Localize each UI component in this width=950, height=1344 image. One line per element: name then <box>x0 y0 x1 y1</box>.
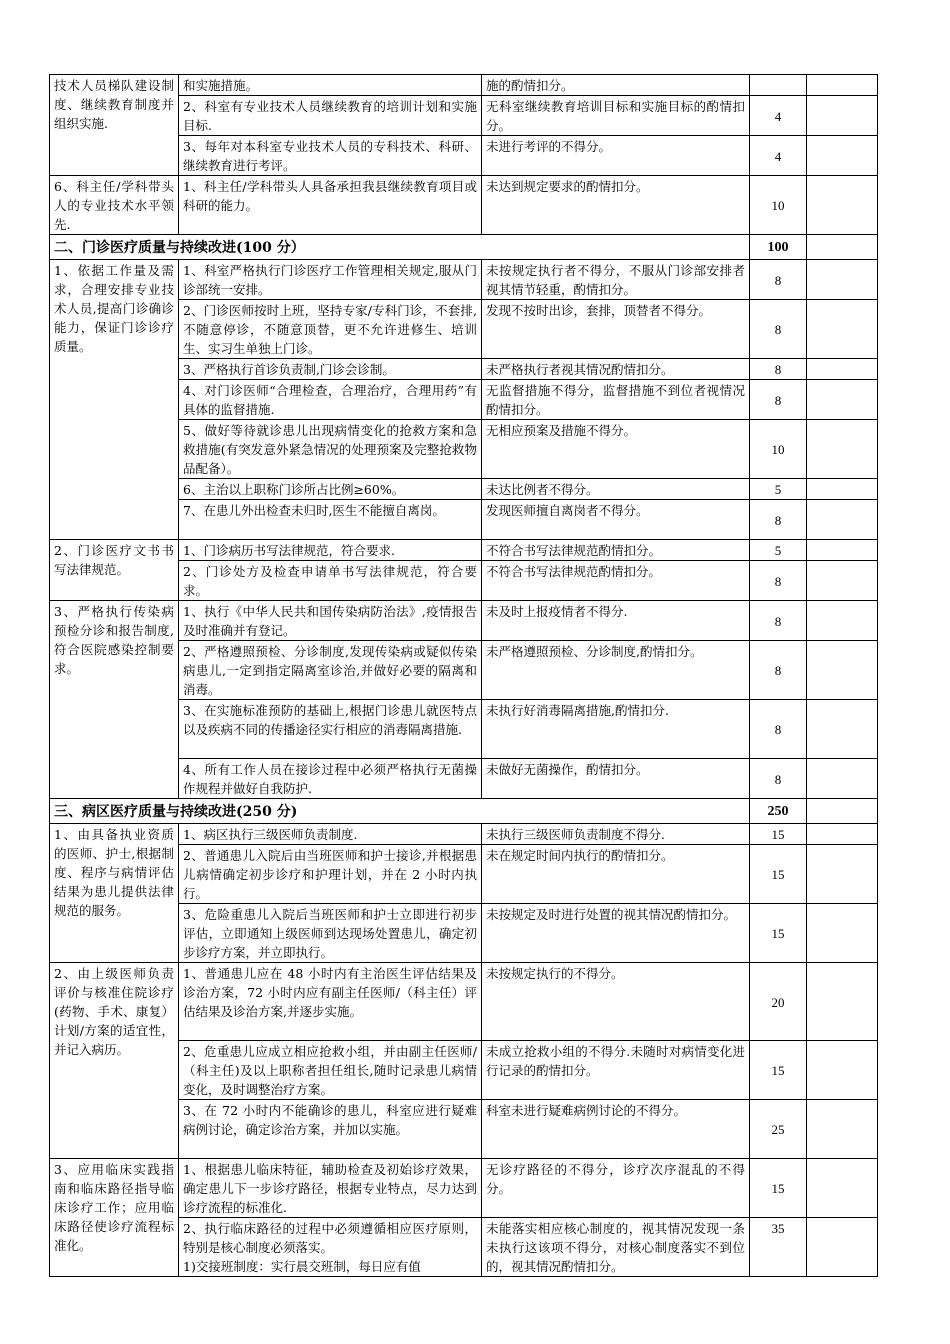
item-cell: 技术人员梯队建设制度、继续教育制度并组织实施. <box>50 75 179 176</box>
score-cell: 25 <box>750 1100 807 1159</box>
score-cell: 5 <box>750 540 807 561</box>
standard-cell: 3、在实施标准预防的基础上,根据门诊患儿就医特点以及疾病不同的传播途径实行相应的消毒隔离措施. <box>179 700 482 759</box>
standard-cell: 4、所有工作人员在接诊过程中必须严格执行无菌操作规程并做好自我防护. <box>179 759 482 799</box>
deduction-cell: 无监督措施不得分，监督措施不到位者视情况酌情扣分。 <box>482 380 750 420</box>
item-cell: 3、应用临床实践指南和临床路径指导临床诊疗工作；应用临床路径使诊疗流程标准化。 <box>50 1159 179 1277</box>
table-row <box>50 601 878 641</box>
item-cell: 6、科主任/学科带头人的专业技术水平领先. <box>50 176 179 235</box>
actual-score-cell <box>807 380 878 420</box>
standard-cell: 3、危险重患儿入院后当班医师和护士立即进行初步评估，立即通知上级医师到达现场处置患儿，确定初步诊疗方案，并立即执行。 <box>179 904 482 963</box>
standard-cell: 和实施措施。 <box>179 75 482 96</box>
standard-cell: 1、普通患儿应在 48 小时内有主治医生评估结果及诊治方案，72 小时内应有副主任医师/（科主任）评估结果及诊治方案,并逐步实施。 <box>179 963 482 1041</box>
standard-cell: 2、执行临床路径的过程中必须遵循相应医疗原则，特别是核心制度必须落实。 1)交接班制度：实行晨交班制，每日应有值 <box>179 1218 482 1277</box>
actual-score-cell <box>807 1100 878 1159</box>
evaluation-sheet <box>49 74 878 1277</box>
table-row <box>50 176 878 235</box>
actual-score-cell <box>807 641 878 700</box>
standard-cell: 3、每年对本科室专业技术人员的专科技术、科研、继续教育进行考评。 <box>179 136 482 176</box>
score-cell: 4 <box>750 96 807 136</box>
score-cell: 8 <box>750 359 807 380</box>
standard-cell: 6、主治以上职称门诊所占比例≥60%。 <box>179 479 482 500</box>
score-cell: 8 <box>750 300 807 359</box>
deduction-cell: 未执行好消毒隔离措施,酌情扣分. <box>482 700 750 759</box>
standard-cell: 1、病区执行三级医师负责制度. <box>179 824 482 845</box>
deduction-cell: 科室未进行疑难病例讨论的不得分。 <box>482 1100 750 1159</box>
deduction-cell: 未进行考评的不得分。 <box>482 136 750 176</box>
deduction-cell: 未严格执行者视其情况酌情扣分。 <box>482 359 750 380</box>
deduction-cell: 不符合书写法律规范酌情扣分。 <box>482 540 750 561</box>
score-cell: 8 <box>750 641 807 700</box>
standard-cell: 1、门诊病历书写法律规范，符合要求. <box>179 540 482 561</box>
section-score: 250 <box>750 799 807 824</box>
actual-score-cell <box>807 540 878 561</box>
section-row <box>50 799 878 824</box>
item-cell: 1、依据工作量及需求，合理安排专业技术人员,提高门诊确诊能力，保证门诊诊疗质量。 <box>50 260 179 540</box>
standard-cell: 5、做好等待就诊患儿出现病情变化的抢救方案和急救措施(有突发意外紧急情况的处理预案及完整抢救物品配备）。 <box>179 420 482 479</box>
deduction-cell: 无相应预案及措施不得分。 <box>482 420 750 479</box>
table-row <box>50 824 878 845</box>
deduction-cell: 未按规定执行的不得分。 <box>482 963 750 1041</box>
section-title: 二、门诊医疗质量与持续改进(100 分） <box>50 235 750 260</box>
score-cell: 10 <box>750 176 807 235</box>
score-cell: 15 <box>750 1159 807 1218</box>
deduction-cell: 不符合书写法律规范酌情扣分。 <box>482 561 750 601</box>
deduction-cell: 无科室继续教育培训目标和实施目标的酌情扣分。 <box>482 96 750 136</box>
actual-score-cell <box>807 799 878 824</box>
actual-score-cell <box>807 420 878 479</box>
standard-cell: 2、门诊处方及检查申请单书写法律规范，符合要求。 <box>179 561 482 601</box>
section-row <box>50 235 878 260</box>
item-cell: 2、门诊医疗文书书写法律规范。 <box>50 540 179 601</box>
deduction-cell: 无诊疗路径的不得分，诊疗次序混乱的不得分。 <box>482 1159 750 1218</box>
actual-score-cell <box>807 479 878 500</box>
actual-score-cell <box>807 845 878 904</box>
actual-score-cell <box>807 260 878 300</box>
actual-score-cell <box>807 75 878 96</box>
standard-cell: 3、严格执行首诊负责制,门诊会诊制。 <box>179 359 482 380</box>
section-score: 100 <box>750 235 807 260</box>
actual-score-cell <box>807 1041 878 1100</box>
score-cell: 8 <box>750 380 807 420</box>
standard-cell: 1、科室严格执行门诊医疗工作管理相关规定,服从门诊部统一安排。 <box>179 260 482 300</box>
deduction-cell: 未及时上报疫情者不得分. <box>482 601 750 641</box>
score-cell: 10 <box>750 420 807 479</box>
deduction-cell: 发现医师擅自离岗者不得分。 <box>482 500 750 540</box>
actual-score-cell <box>807 300 878 359</box>
deduction-cell: 未严格遵照预检、分诊制度,酌情扣分。 <box>482 641 750 700</box>
item-cell: 3、严格执行传染病预检分诊和报告制度,符合医院感染控制要求。 <box>50 601 179 799</box>
deduction-cell: 未执行三级医师负责制度不得分. <box>482 824 750 845</box>
standard-cell: 1、科主任/学科带头人具备承担我县继续教育项目或科研的能力。 <box>179 176 482 235</box>
standard-cell: 2、危重患儿应成立相应抢救小组，并由副主任医师/（科主任)及以上职称者担任组长,随时记录患儿病情变化，及时调整治疗方案。 <box>179 1041 482 1100</box>
standard-cell: 2、门诊医师按时上班，坚持专家/专科门诊，不套排,不随意停诊，不随意顶替，更不允许进修生、培训生、实习生单独上门诊。 <box>179 300 482 359</box>
standard-cell: 2、严格遵照预检、分诊制度,发现传染病或疑似传染病患儿,一定到指定隔离室诊治,并做好必要的隔离和消毒。 <box>179 641 482 700</box>
actual-score-cell <box>807 235 878 260</box>
table-row <box>50 540 878 561</box>
deduction-cell: 发现不按时出诊，套排，顶替者不得分。 <box>482 300 750 359</box>
actual-score-cell <box>807 500 878 540</box>
score-cell: 8 <box>750 260 807 300</box>
score-cell: 8 <box>750 759 807 799</box>
score-cell: 5 <box>750 479 807 500</box>
item-cell: 1、由具备执业资质的医师、护士,根据制度、程序与病情评估结果为患儿提供法律规范的服务。 <box>50 824 179 963</box>
score-cell: 8 <box>750 700 807 759</box>
table-row <box>50 260 878 300</box>
standard-cell: 2、科室有专业技术人员继续教育的培训计划和实施目标. <box>179 96 482 136</box>
actual-score-cell <box>807 176 878 235</box>
deduction-cell: 未按规定执行者不得分，不服从门诊部安排者视其情节轻重，酌情扣分。 <box>482 260 750 300</box>
actual-score-cell <box>807 561 878 601</box>
actual-score-cell <box>807 96 878 136</box>
actual-score-cell <box>807 824 878 845</box>
score-cell: 4 <box>750 136 807 176</box>
deduction-cell: 施的酌情扣分。 <box>482 75 750 96</box>
actual-score-cell <box>807 136 878 176</box>
score-cell <box>750 75 807 96</box>
item-cell: 2、由上级医师负责评价与核准住院诊疗(药物、手术、康复）计划/方案的适宜性，并记入病历。 <box>50 963 179 1159</box>
deduction-cell: 未能落实相应核心制度的，视其情况发现一条未执行这该项不得分，对核心制度落实不到位的，视其情况酌情扣分。 <box>482 1218 750 1277</box>
table-row <box>50 963 878 1041</box>
actual-score-cell <box>807 1218 878 1277</box>
deduction-cell: 未达到规定要求的酌情扣分。 <box>482 176 750 235</box>
standard-cell: 2、普通患儿入院后由当班医师和护士接诊,并根据患儿病情确定初步诊疗和护理计划，并在 2 小时内执行。 <box>179 845 482 904</box>
deduction-cell: 未达比例者不得分。 <box>482 479 750 500</box>
deduction-cell: 未在规定时间内执行的酌情扣分。 <box>482 845 750 904</box>
actual-score-cell <box>807 904 878 963</box>
deduction-cell: 未做好无菌操作，酌情扣分。 <box>482 759 750 799</box>
score-cell: 8 <box>750 500 807 540</box>
score-cell: 35 <box>750 1218 807 1277</box>
standard-cell: 1、执行《中华人民共和国传染病防治法》,疫情报告及时准确并有登记。 <box>179 601 482 641</box>
actual-score-cell <box>807 963 878 1041</box>
standard-cell: 1、根据患儿临床特征，辅助检查及初始诊疗效果，确定患儿下一步诊疗路径，根据专业特点，尽力达到诊疗流程的标准化. <box>179 1159 482 1218</box>
standard-cell: 4、对门诊医师“合理检查，合理治疗，合理用药”有具体的监督措施. <box>179 380 482 420</box>
score-cell: 15 <box>750 904 807 963</box>
score-cell: 15 <box>750 1041 807 1100</box>
section-title: 三、病区医疗质量与持续改进(250 分) <box>50 799 750 824</box>
score-cell: 20 <box>750 963 807 1041</box>
actual-score-cell <box>807 700 878 759</box>
evaluation-table <box>49 74 878 1277</box>
deduction-cell: 未按规定及时进行处置的视其情况酌情扣分。 <box>482 904 750 963</box>
table-row <box>50 75 878 96</box>
standard-cell: 7、在患儿外出检查未归时,医生不能擅自离岗。 <box>179 500 482 540</box>
actual-score-cell <box>807 359 878 380</box>
standard-cell: 3、在 72 小时内不能确诊的患儿，科室应进行疑难病例讨论，确定诊治方案，并加以实施。 <box>179 1100 482 1159</box>
actual-score-cell <box>807 601 878 641</box>
score-cell: 15 <box>750 845 807 904</box>
score-cell: 15 <box>750 824 807 845</box>
actual-score-cell <box>807 1159 878 1218</box>
score-cell: 8 <box>750 601 807 641</box>
score-cell: 8 <box>750 561 807 601</box>
deduction-cell: 未成立抢救小组的不得分.未随时对病情变化进行记录的酌情扣分。 <box>482 1041 750 1100</box>
actual-score-cell <box>807 759 878 799</box>
table-row <box>50 1159 878 1218</box>
